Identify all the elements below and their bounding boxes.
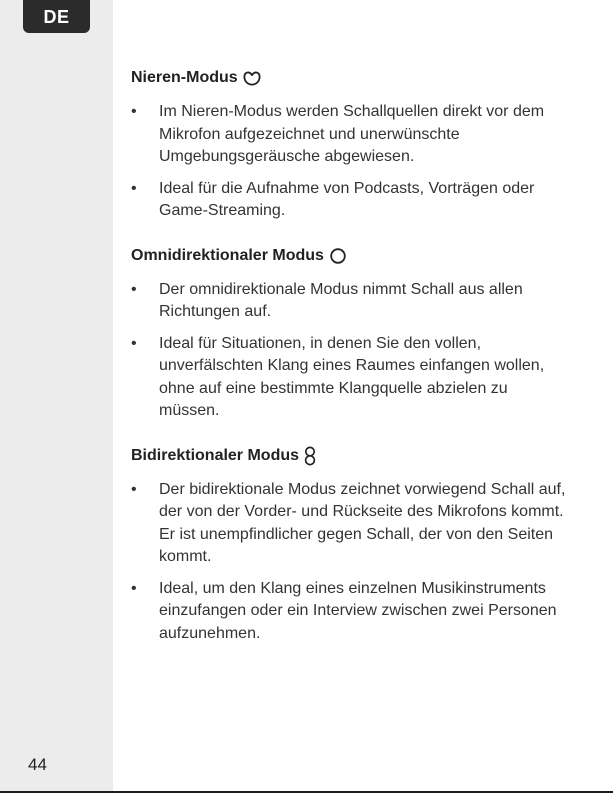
omnidirectional-pattern-icon (329, 247, 347, 265)
section-omnidirectional-mode (131, 244, 571, 423)
list-item-text: Im Nieren-Modus werden Schallquellen direkt vor dem Mikrofon aufgezeichnet und unerwünschte Umgebungsgeräusche abgewiesen. (159, 103, 545, 165)
list-item-text: Der bidirektionale Modus zeichnet vorwiegend Schall auf, der von der Vorder- und Rückseite des Mikrofons kommt. Er ist unempfindlicher gegen Schall, der von den Seiten kommt. (159, 480, 566, 565)
list-item (131, 101, 571, 169)
bullet-list (131, 279, 571, 423)
bullet-dot: • (131, 334, 137, 352)
section-title-text: Nieren-Modus (131, 69, 238, 86)
list-item-text: Ideal für Situationen, in denen Sie den vollen, unverfälschten Klang eines Raumes einfangen wollen, ohne auf eine bestimmte Klangquelle abzielen zu müssen. (159, 334, 545, 419)
list-item-text: Ideal für die Aufnahme von Podcasts, Vorträgen oder Game-Streaming. (159, 179, 535, 219)
section-title-text: Omnidirektionaler Modus (131, 246, 324, 264)
bullet-dot: • (131, 179, 137, 197)
list-item (131, 333, 571, 423)
list-item (131, 279, 571, 324)
cardioid-pattern-icon (243, 70, 261, 86)
page-number: 44 (28, 755, 47, 774)
bullet-list (131, 101, 571, 223)
list-item (131, 479, 571, 569)
list-item (131, 578, 571, 646)
bullet-dot: • (131, 103, 137, 120)
bidirectional-pattern-icon (304, 446, 316, 466)
section-bidirectional-mode (131, 444, 571, 646)
language-tab: DE (23, 0, 90, 33)
section-title (131, 444, 571, 468)
list-item-text: Der omnidirektionale Modus nimmt Schall aus allen Richtungen auf. (159, 280, 523, 320)
bullet-list (131, 479, 571, 646)
section-title (131, 66, 571, 90)
section-title (131, 244, 571, 268)
page-content (131, 66, 571, 666)
bullet-dot: • (131, 480, 137, 498)
bullet-dot: • (131, 579, 137, 597)
list-item-text: Ideal, um den Klang eines einzelnen Musikinstruments einzufangen oder ein Interview zwischen zwei Personen aufzunehmen. (159, 579, 557, 642)
section-title-text: Bidirektionaler Modus (131, 446, 300, 464)
list-item (131, 178, 571, 223)
side-margin-band (0, 0, 113, 793)
section-cardioid-mode (131, 66, 571, 223)
bullet-dot: • (131, 280, 137, 298)
